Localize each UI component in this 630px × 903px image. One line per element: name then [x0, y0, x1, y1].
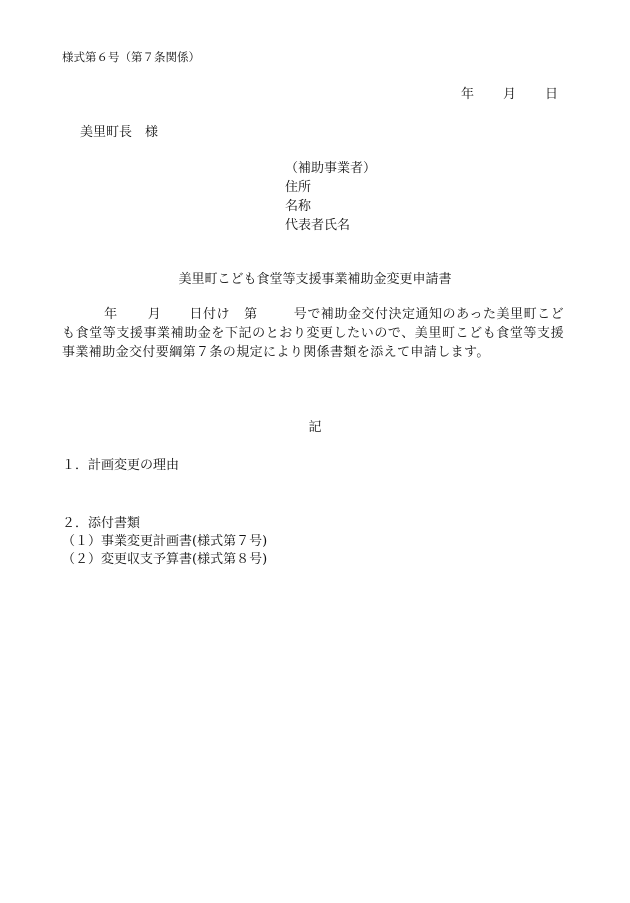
body-text: 号で補助金交付決定通知のあった美里町こども食堂等支援事業補助金を下記のとおり変更したいので、美里町こども食堂等支援事業補助金交付要綱第７条の規定により関係書類を添えて申請します。	[62, 307, 565, 360]
section-reason: １．計画変更の理由	[62, 458, 180, 473]
body-dai: 第	[244, 307, 258, 322]
date-year-unit: 年	[460, 87, 474, 102]
body-month-unit: 月	[147, 307, 162, 322]
addressee: 美里町長 様	[80, 125, 159, 140]
body-year-unit: 年	[104, 307, 118, 322]
applicant-label: （補助事業者）	[285, 161, 377, 176]
attachment-item: （１）事業変更計画書(様式第７号)	[62, 534, 268, 549]
document-title: 美里町こども食堂等支援事業補助金変更申請書	[178, 272, 452, 287]
applicant-name-label: 名称	[285, 199, 312, 214]
document-body	[62, 305, 564, 362]
body-day-suffix: 日付け	[189, 307, 231, 322]
applicant-representative-label: 代表者氏名	[285, 218, 351, 233]
ki-heading: 記	[308, 420, 322, 435]
section-attachments-heading: ２．添付書類	[62, 516, 141, 531]
date-day-unit: 日	[544, 87, 558, 102]
applicant-address-label: 住所	[285, 180, 312, 195]
form-number: 様式第６号（第７条関係）	[62, 50, 200, 64]
attachment-item: （２）変更収支予算書(様式第８号)	[62, 552, 268, 567]
date-month-unit: 月	[502, 87, 516, 102]
date-line	[461, 87, 558, 103]
